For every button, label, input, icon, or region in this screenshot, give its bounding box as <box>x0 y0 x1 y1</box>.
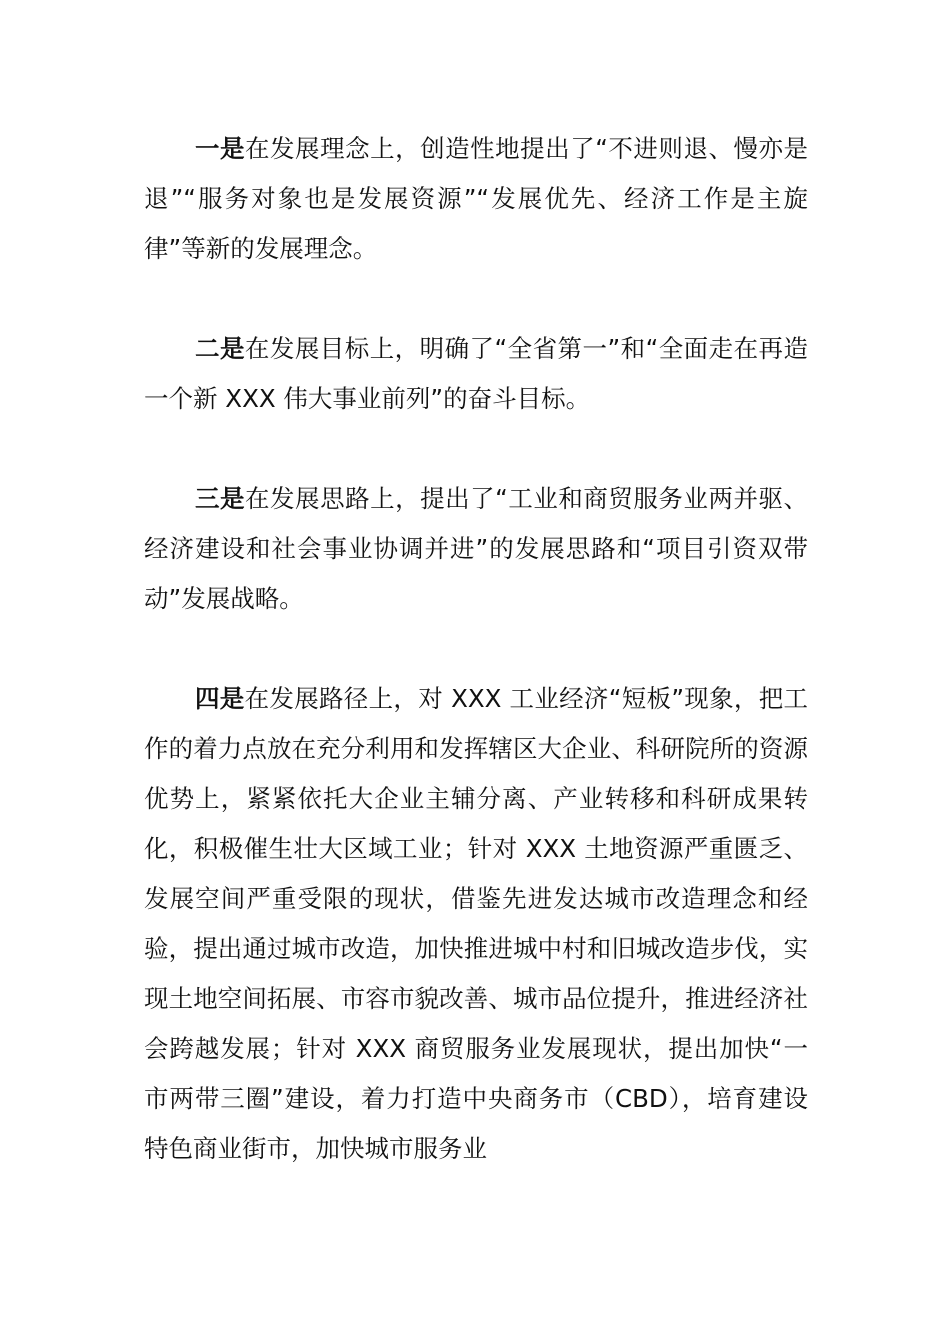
paragraph-development-approach <box>144 474 808 624</box>
paragraph-development-goal <box>144 324 808 424</box>
paragraph-text: 在发展理念上，创造性地提出了“不进则退、慢亦是退”“服务对象也是发展资源”“发展优先、经济工作是主旋律”等新的发展理念。 <box>144 134 808 263</box>
paragraph-text: 在发展思路上，提出了“工业和商贸服务业两并驱、经济建设和社会事业协调并进”的发展思路和“项目引资双带动”发展战略。 <box>144 484 808 613</box>
paragraph-text: 在发展目标上，明确了“全省第一”和“全面走在再造一个新 XXX 伟大事业前列”的奋斗目标。 <box>144 334 809 413</box>
paragraph-development-path <box>144 674 808 1174</box>
paragraph-lead: 一是 <box>195 134 246 163</box>
paragraph-development-concept <box>144 124 808 274</box>
paragraph-lead: 三是 <box>195 484 246 513</box>
paragraph-lead: 四是 <box>195 684 245 713</box>
document-body <box>144 124 808 1174</box>
paragraph-text: 在发展路径上，对 XXX 工业经济“短板”现象，把工作的着力点放在充分利用和发挥辖区大企业、科研院所的资源优势上，紧紧依托大企业主辅分离、产业转移和科研成果转化，积极催生壮大区域工业；针对 XXX 土地资源严重匮乏、发展空间严重受限的现状，借鉴先进发达城市改造理念和经验，提出通过城市改造，加快推进城中村和旧城改造步伐，实现土地空间拓展、市容市貌改善、城市品位提升，推进经济社会跨越发展；针对 XXX 商贸服务业发展现状，提出加快“一市两带三圈”建设，着力打造中央商务市（CBD），培育建设特色商业街市，加快城市服务业 <box>144 684 809 1163</box>
paragraph-lead: 二是 <box>195 334 245 363</box>
